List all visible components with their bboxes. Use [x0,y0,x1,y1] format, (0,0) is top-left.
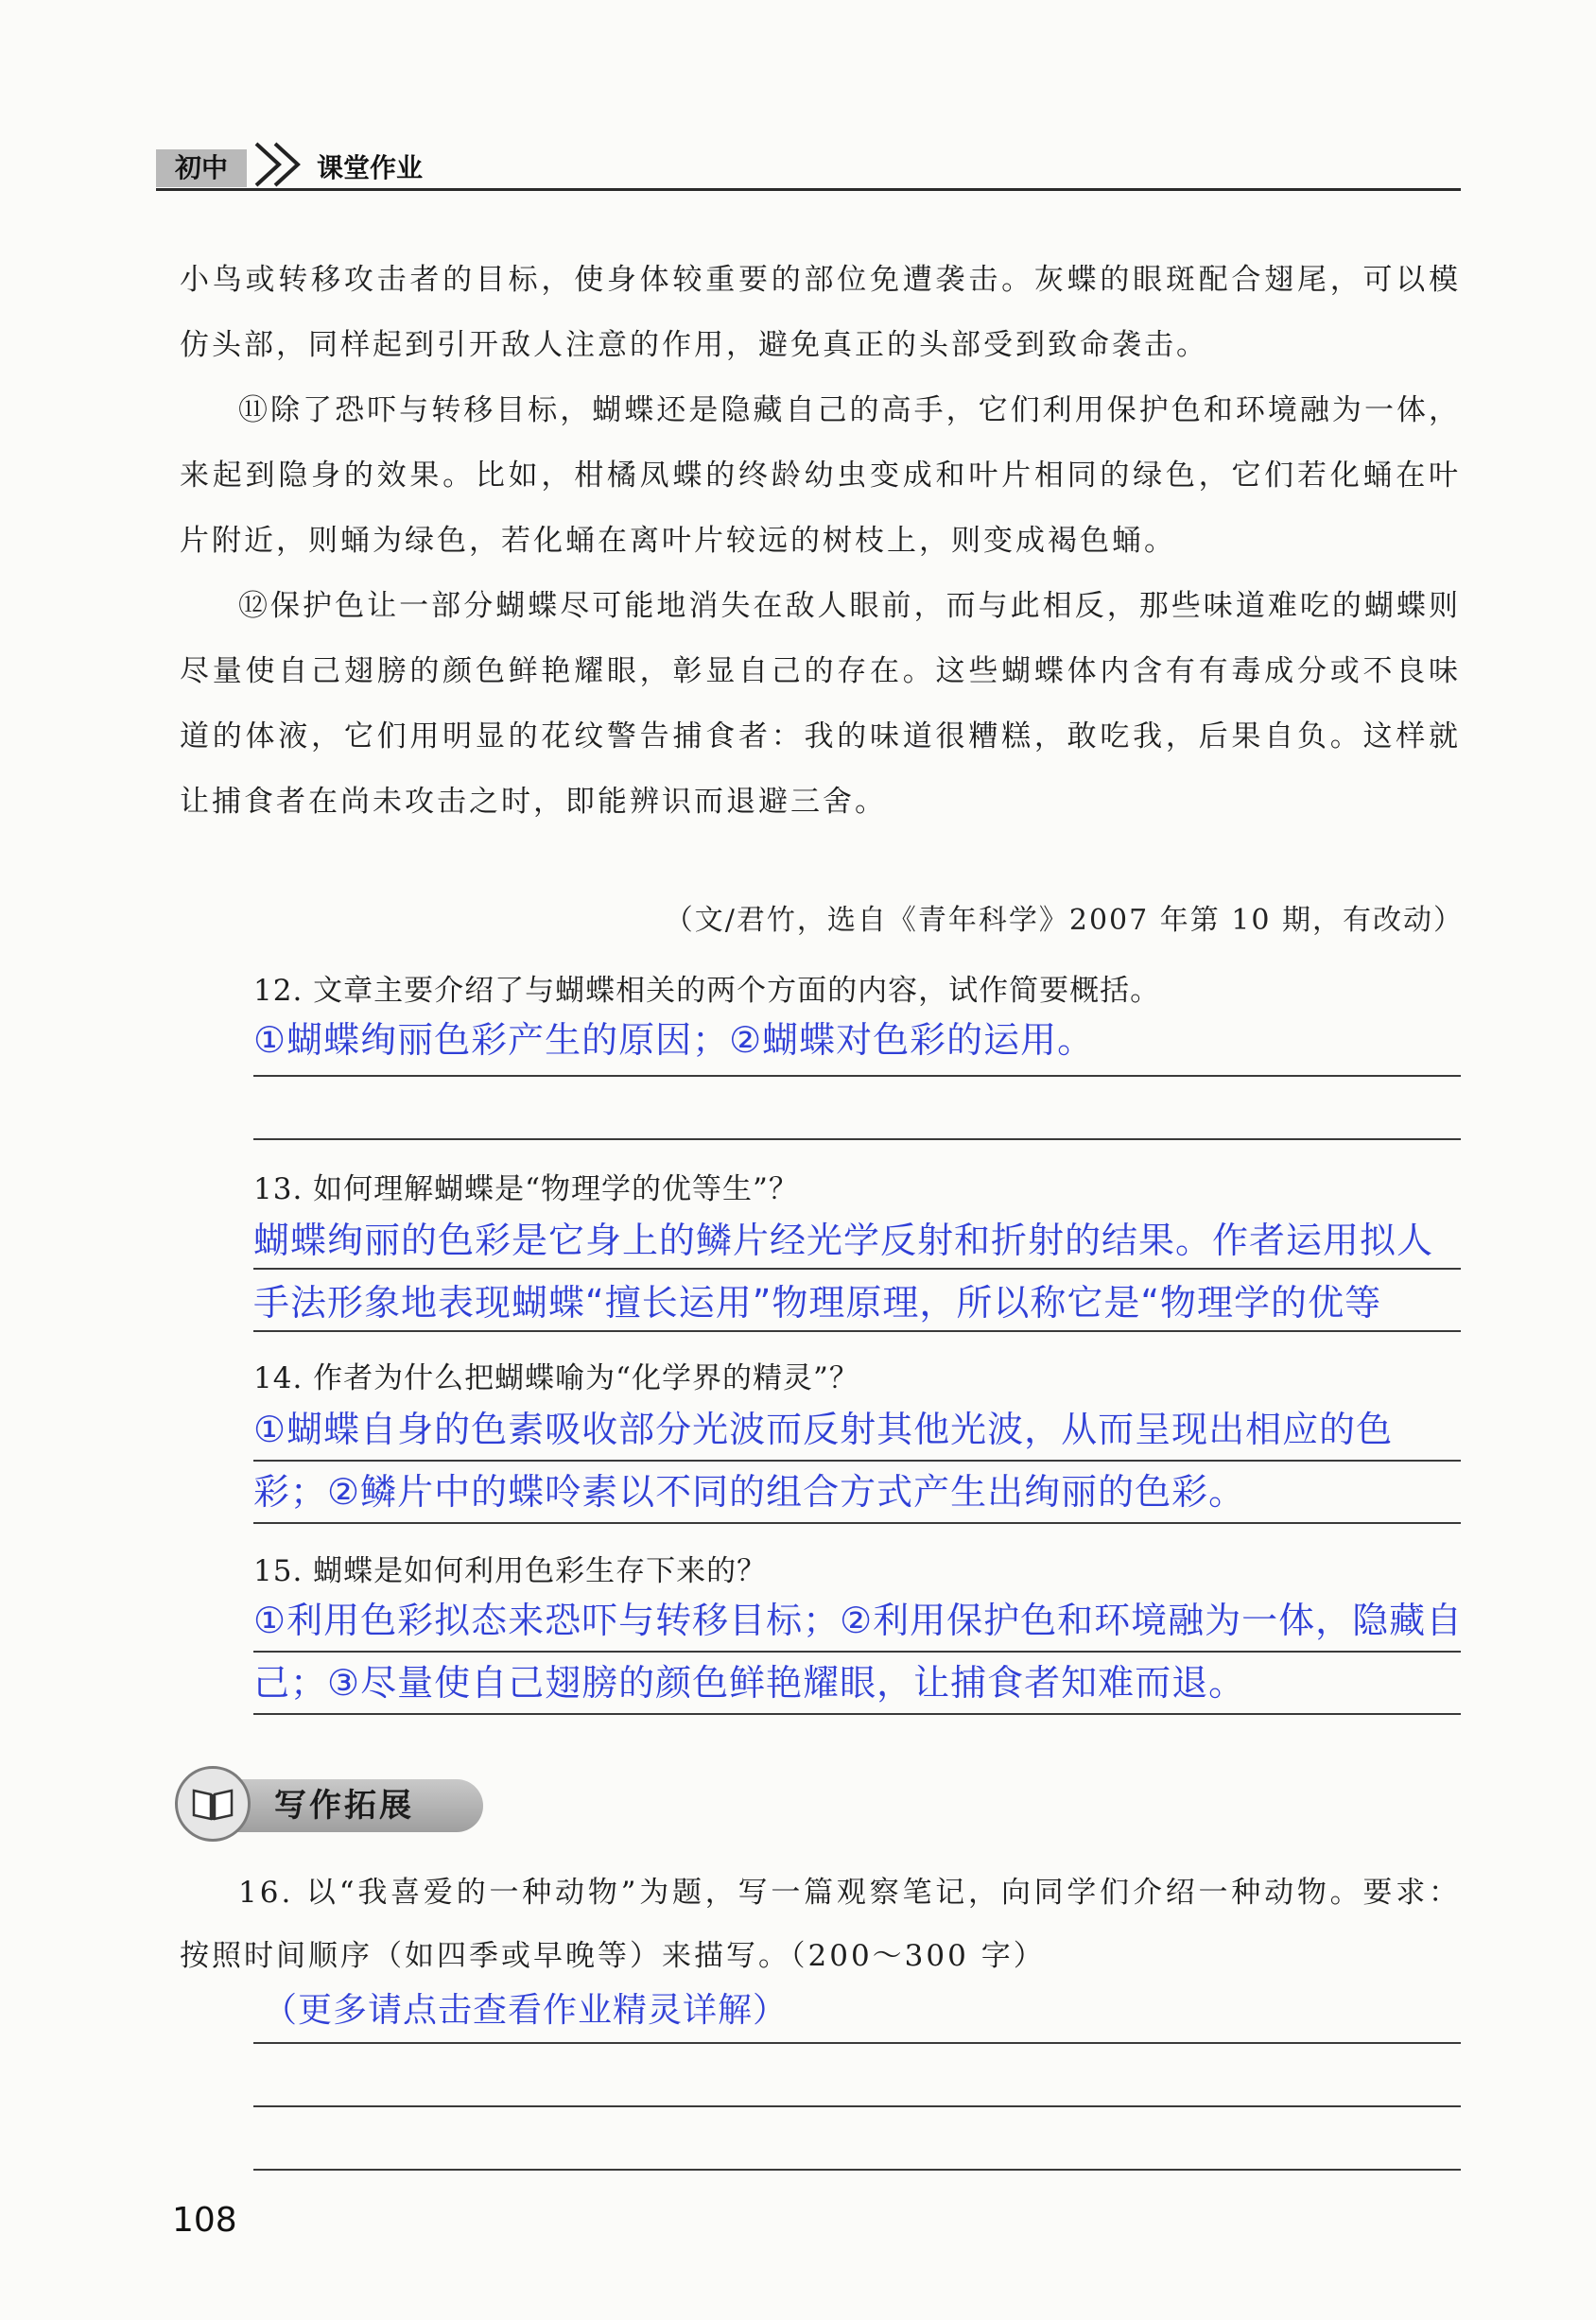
question-15: 15. 蝴蝶是如何利用色彩生存下来的？ [253,1554,768,1588]
answer-line [253,1651,1461,1653]
book-icon [190,1785,235,1823]
answer-line [253,2169,1461,2171]
answer-13: 蝴蝶绚丽的色彩是它身上的鳞片经光学反射和折射的结果。作者运用拟人手法形象地表现蝴蝶“擅长运用”物理原理，所以称它是“物理学的优等 [253,1220,1434,1324]
badge-circle [175,1766,251,1842]
page-header [156,142,1461,191]
section-title: 写作拓展 [274,1787,414,1825]
answer-line [253,1268,1461,1270]
answer-line [253,1138,1461,1140]
passage-paragraph-12: ⑫保护色让一部分蝴蝶尽可能地消失在敌人眼前，而与此相反，那些味道难吃的蝴蝶则尽量使自己翅膀的颜色鲜艳耀眼，彰显自己的存在。这些蝴蝶体内含有有毒成分或不良味道的体液，它们用明显的花纹警告捕食者：我的味道很糟糕，敢吃我，后果自负。这样就让捕食者在尚未攻击之时，即能辨识而退避三舍。 [180,589,1461,819]
answer-14: ①蝴蝶自身的色素吸收部分光波而反射其他光波，从而呈现出相应的色彩；②鳞片中的蝶呤素以不同的组合方式产生出绚丽的色彩。 [253,1409,1394,1513]
page-number: 108 [172,2201,237,2240]
answer-line [253,2042,1461,2044]
answer-line [253,1075,1461,1077]
header-divider [156,188,1461,191]
answer-line [253,1522,1461,1524]
answer-12: ①蝴蝶绚丽色彩产生的原因；②蝴蝶对色彩的运用。 [253,1019,1095,1061]
passage [180,248,1461,835]
question-12: 12. 文章主要介绍了与蝴蝶相关的两个方面的内容，试作简要概括。 [253,974,1161,1008]
passage-paragraph-11: ⑪除了恐吓与转移目标，蝴蝶还是隐藏自己的高手，它们利用保护色和环境融为一体，来起到隐身的效果。比如，柑橘凤蝶的终龄幼虫变成和叶片相同的绿色，它们若化蛹在叶片附近，则蛹为绿色，若化蛹在离叶片较远的树枝上，则变成褐色蛹。 [180,393,1461,558]
more-details-link[interactable]: （更多请点击查看作业精灵详解） [263,1991,789,2030]
answer-line [253,1460,1461,1462]
answer-line [253,1713,1461,1715]
writing-prompt [180,1861,1461,1988]
answer-line [253,1330,1461,1332]
answer-15: ①利用色彩拟态来恐吓与转移目标；②利用保护色和环境融为一体，隐藏自己；③尽量使自己翅膀的颜色鲜艳耀眼，让捕食者知难而退。 [253,1600,1464,1704]
passage-paragraph-continued: 小鸟或转移攻击者的目标，使身体较重要的部位免遭袭击。灰蝶的眼斑配合翅尾，可以模仿头部，同样起到引开敌人注意的作用，避免真正的头部受到致命袭击。 [180,263,1461,362]
question-13: 13. 如何理解蝴蝶是“物理学的优等生”？ [253,1172,799,1206]
question-14: 14. 作者为什么把蝴蝶喻为“化学界的精灵”？ [253,1354,859,1396]
double-chevron-icon [251,142,317,187]
writing-section-badge [175,1766,487,1844]
series-label: 初中 [156,149,247,187]
answer-line [253,2105,1461,2107]
passage-source: （文/君竹，选自《青年科学》2007 年第 10 期，有改动） [664,904,1464,937]
book-title: 课堂作业 [317,152,424,183]
question-16: 16. 以“我喜爱的一种动物”为题，写一篇观察笔记，向同学们介绍一种动物。要求：按照时间顺序（如四季或早晚等）来描写。（200～300 字） [180,1876,1461,1973]
